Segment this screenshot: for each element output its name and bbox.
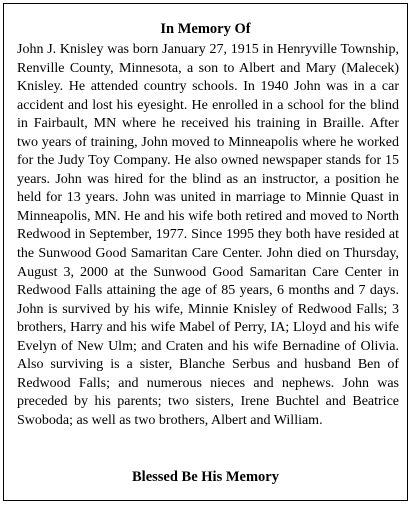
obituary-body: John J. Knisley was born January 27, 1915 in Henryville Township, Renville County, Minnesota, a son to Albert and Mary (Malecek) Knisley. He attended country schools. In 1940 John was in a car accident and lost his eyesight. He enrolled in a school for the blind in Fairbault, MN where he received his training in Braille. After two years of training, John moved to Minneapolis where he worked for the Judy Toy Company. He also owned newspaper stands for 15 years. John was hired for the blind as an instructor, a position he held for 13 years. John was united in marriage to Minnie Quast in Minneapolis, MN. He and his wife both retired and moved to North Redwood in September, 1977. Since 1995 they both have resided at the Sunwood Good Samaritan Care Center. John died on Thursday, August 3, 2000 at the Sunwood Good Samaritan Care Center in Redwood Falls attaining the age of 85 years, 6 months and 7 days. John is survived by his wife, Minnie Knisley of Redwood Falls; 3 brothers, Harry and his wife Mabel of Perry, IA; Lloyd and his wife Evelyn of New Ulm; and Craten and his wife Bernadine of Olivia. Also surviving is a sister, Blanche Serbus and husband Ben of Redwood Falls; and numerous nieces and nephews. John was preceded by his parents; two sisters, Irene Buchtel and Beatrice Swoboda; as well as two brothers, Albert and William. <box>17 42 399 428</box>
obituary-title: In Memory Of <box>160 21 251 37</box>
obituary-closing: Blessed Be His Memory <box>132 469 279 485</box>
obituary-frame <box>3 3 408 501</box>
